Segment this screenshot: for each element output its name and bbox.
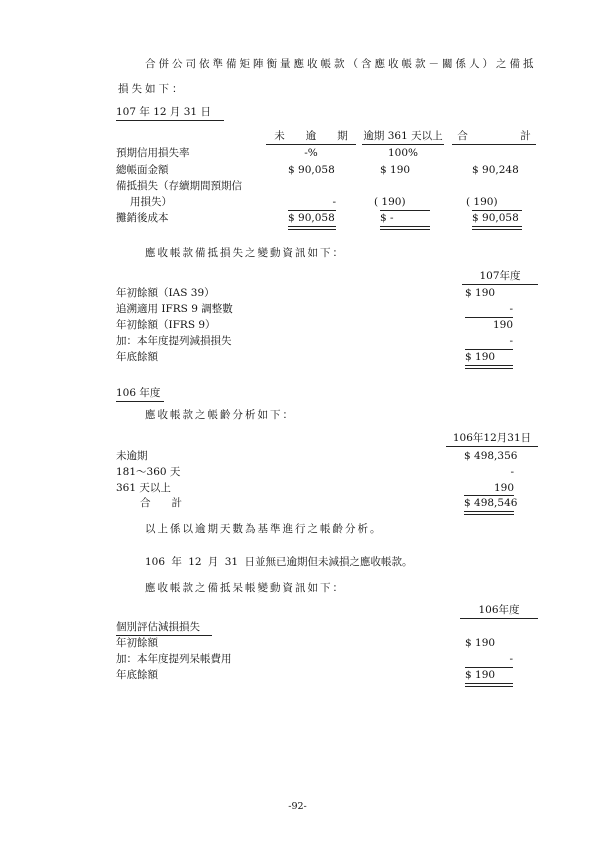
table1-header-not-overdue: 未 逾 期: [274, 130, 348, 142]
table1-cell: $ 90,058: [472, 212, 519, 224]
table1-header-total: 合 計: [457, 130, 531, 142]
table1-cell: -: [332, 196, 336, 208]
table1-cell: ( 190): [374, 196, 406, 208]
note-1: 以上係以逾期天數為基準進行之帳齡分析。: [145, 523, 383, 535]
table3-value: $ 498,356: [464, 450, 518, 462]
table1-row-label: 總帳面金額: [116, 164, 169, 176]
table1-sum-line-1: [288, 210, 336, 211]
table1-cell: $ 190: [380, 164, 411, 176]
table4-header-underline: [460, 618, 538, 619]
table1-total-double-line-2: [380, 226, 430, 230]
table1-row-label: 用損失）: [130, 196, 172, 208]
table2-value: $ 190: [465, 287, 496, 299]
table1-row-label: 備抵損失（存續期間預期信: [116, 180, 242, 192]
table4-subtitle-underline: [116, 635, 212, 636]
table2-row-label: 年初餘額（IAS 39）: [116, 287, 215, 299]
table1-header-underline-2: [362, 144, 444, 145]
table2-value: 190: [492, 319, 513, 331]
allowance-intro-2: 應收帳款之備抵呆帳變動資訊如下：: [145, 582, 345, 594]
table2-sub-line: [465, 317, 513, 318]
table2-row-label: 加：本年度提列減損損失: [116, 335, 232, 347]
table1-cell: $ 90,058: [288, 212, 335, 224]
allowance-intro: 應收帳款備抵損失之變動資訊如下：: [145, 247, 345, 259]
table3-header: 106年12月31日: [452, 432, 532, 444]
table1-row-label: 攤銷後成本: [116, 212, 169, 224]
table2-header: 107年度: [479, 270, 521, 282]
table1-header-underline-1: [266, 144, 356, 145]
table2-value: $ 190: [465, 351, 496, 363]
section-106-title: 106 年度: [116, 387, 161, 399]
table1-cell: 100%: [387, 147, 419, 159]
section-107-title: 107 年 12 月 31 日: [116, 106, 211, 118]
table1-sum-line-2: [380, 210, 430, 211]
aging-intro: 應收帳款之帳齡分析如下：: [145, 409, 295, 421]
section-107-underline: [116, 120, 224, 121]
table3-row-label: 未逾期: [116, 450, 148, 462]
table3-row-label: 181～360 天: [116, 466, 181, 478]
table1-header-overdue-361: 逾期 361 天以上: [363, 130, 443, 142]
table1-total-double-line-3: [472, 226, 522, 230]
table2-header-underline: [462, 284, 538, 285]
note-2: 106 年 12 月 31 日並無已逾期但未減損之應收帳款。: [145, 556, 413, 568]
table4-value: -: [509, 653, 513, 665]
intro-line-1: 合併公司依準備矩陣衡量應收帳款（含應收帳款－關係人）之備抵: [145, 58, 537, 70]
table4-value: $ 190: [465, 669, 496, 681]
table3-value: 190: [493, 482, 514, 494]
table3-value: $ 498,546: [464, 497, 518, 509]
table4-sum-line: [465, 667, 513, 668]
table4-row-label: 年底餘額: [116, 669, 158, 681]
table2-value: -: [509, 335, 513, 347]
table4-header: 106年度: [478, 604, 520, 616]
table4-total-double-line: [465, 683, 513, 687]
table2-value: -: [509, 303, 513, 315]
table3-row-label: 合 計: [140, 497, 182, 509]
table4-subtitle: 個別評估減損損失: [116, 621, 200, 633]
table3-sum-line: [464, 495, 514, 496]
section-106-underline: [116, 401, 164, 402]
table3-total-double-line: [464, 511, 514, 515]
table1-header-underline-3: [452, 144, 536, 145]
table1-cell: $ -: [380, 212, 394, 224]
table2-row-label: 年底餘額: [116, 351, 158, 363]
table4-row-label: 加：本年度提列呆帳費用: [116, 653, 232, 665]
page-number: -92-: [288, 801, 307, 812]
table2-sum-line: [465, 349, 513, 350]
table1-sum-line-3: [472, 210, 522, 211]
table1-cell: $ 90,058: [288, 164, 335, 176]
table1-cell: $ 90,248: [472, 164, 519, 176]
table2-row-label: 年初餘額（IFRS 9）: [116, 319, 216, 331]
table4-value: $ 190: [465, 637, 496, 649]
table3-row-label: 361 天以上: [116, 482, 171, 494]
table1-total-double-line-1: [288, 226, 336, 230]
table1-cell: ( 190): [466, 196, 498, 208]
table2-row-label: 追溯適用 IFRS 9 調整數: [116, 303, 233, 315]
table4-row-label: 年初餘額: [116, 637, 158, 649]
table3-header-underline: [446, 446, 538, 447]
table2-total-double-line: [465, 365, 513, 369]
table1-row-label: 預期信用損失率: [116, 147, 190, 159]
intro-line-2: 損失如下：: [118, 83, 186, 95]
table1-cell: -%: [304, 147, 318, 159]
table3-value: -: [510, 466, 514, 478]
